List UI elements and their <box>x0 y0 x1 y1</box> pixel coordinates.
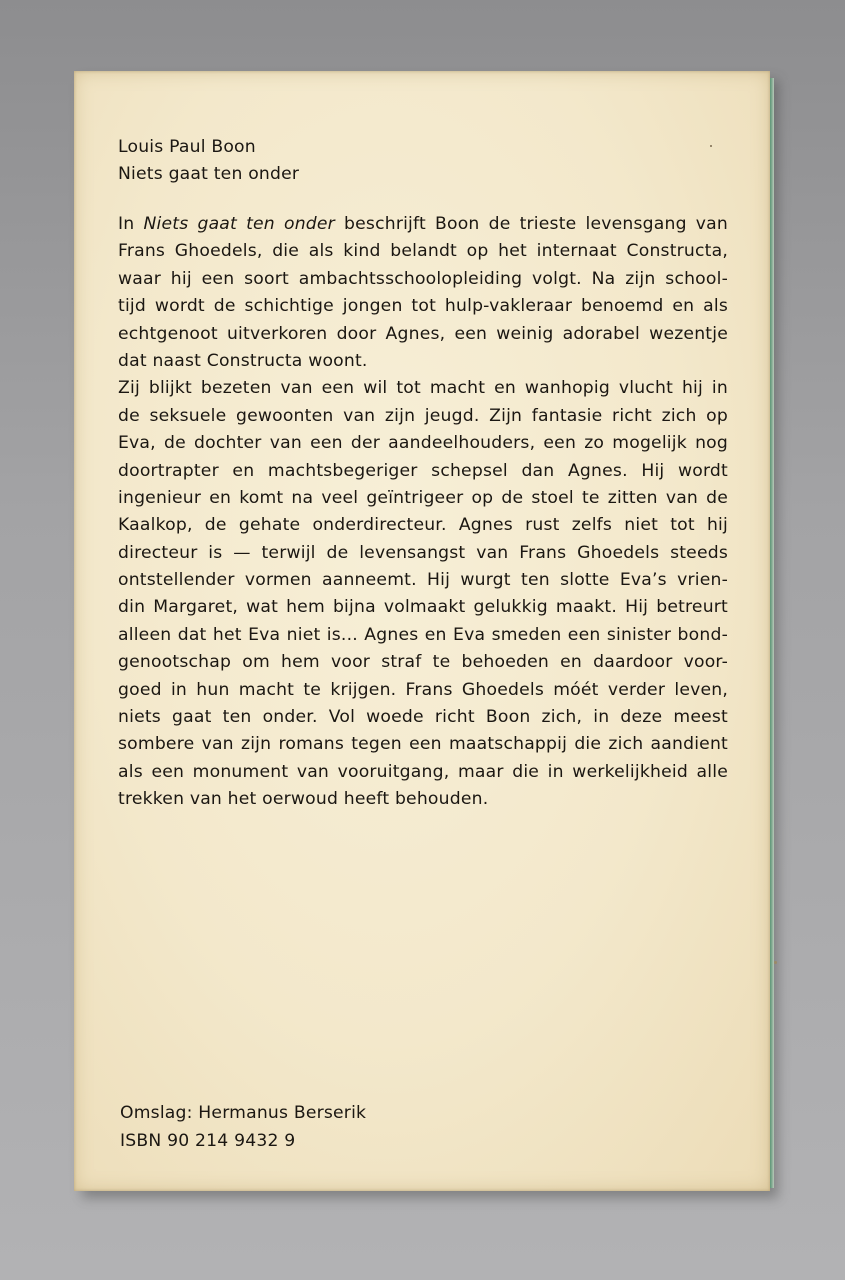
paper-speck <box>710 145 712 147</box>
blurb-line <box>118 731 728 758</box>
blurb-line <box>118 403 728 430</box>
blurb-text: genootschap om hem voor straf te behoeden en daardoor voor- <box>118 652 728 673</box>
blurb-line <box>118 759 728 786</box>
blurb-line <box>118 430 728 457</box>
isbn-number: ISBN 90 214 9432 9 <box>120 1131 296 1151</box>
blurb-text: echtgenoot uitverkoren door Agnes, een weinig adorabel wezentje <box>118 323 728 344</box>
blurb-text: trekken van het oerwoud heeft behouden. <box>118 789 489 810</box>
blurb-text: In <box>118 214 144 234</box>
blurb-line <box>118 375 728 402</box>
blurb-text: als een monument van vooruitgang, maar die in werkelijkheid alle <box>118 761 728 782</box>
blurb-line <box>118 649 728 676</box>
spacer <box>118 188 728 211</box>
paper-speck <box>774 961 777 964</box>
cover-credit: Omslag: Hermanus Berserik <box>120 1103 367 1123</box>
blurb-text: ingenieur en komt na veel geïntrigeer op de stoel te zitten van de <box>118 487 728 508</box>
blurb-text: tijd wordt de schichtige jongen tot hulp-vakleraar benoemd en als <box>118 296 728 317</box>
blurb-text: directeur is — terwijl de levensangst van Frans Ghoedels steeds <box>118 542 728 563</box>
blurb-text: Zij blijkt bezeten van een wil tot macht en wanhopig vlucht hij in <box>118 378 728 399</box>
blurb-line <box>118 567 728 594</box>
blurb-line <box>118 677 728 704</box>
blurb-text: alleen dat het Eva niet is... Agnes en Eva smeden een sinister bond- <box>118 624 728 645</box>
blurb-text: doortrapter en machtsbegeriger schepsel dan Agnes. Hij wordt <box>118 460 728 481</box>
blurb-text: Eva, de dochter van een der aandeelhouders, een zo mogelijk nog <box>118 433 728 454</box>
blurb-line <box>118 458 728 485</box>
blurb-line <box>118 238 728 265</box>
blurb-text: niets gaat ten onder. Vol woede richt Boon zich, in deze meest <box>118 707 728 728</box>
blurb-line <box>118 540 728 567</box>
blurb-line <box>118 485 728 512</box>
blurb-line <box>118 512 728 539</box>
blurb-text: din Margaret, wat hem bijna volmaakt gelukkig maakt. Hij betreurt <box>118 597 728 618</box>
blurb-text: sombere van zijn romans tegen een maatschappij die zich aandient <box>118 734 728 755</box>
blurb-line <box>118 594 728 621</box>
author-name: Louis Paul Boon <box>118 137 256 157</box>
blurb-line <box>118 704 728 731</box>
blurb-text: dat naast Constructa woont. <box>118 350 368 371</box>
blurb-text: Frans Ghoedels, die als kind belandt op het internaat Constructa, <box>118 241 728 262</box>
blurb-line <box>118 293 728 320</box>
cover-footer <box>120 1099 366 1155</box>
blurb-line <box>118 622 728 649</box>
blurb-text: goed in hun macht te krijgen. Frans Ghoedels móét verder leven, <box>118 679 728 700</box>
blurb-text: de seksuele gewoonten van zijn jeugd. Zijn fantasie richt zich op <box>118 405 728 426</box>
blurb-text: ontstellender vormen aanneemt. Hij wurgt ten slotte Eva’s vrien- <box>118 570 728 591</box>
blurb-italic-title: Niets gaat ten onder <box>143 214 335 234</box>
blurb-line <box>118 786 728 813</box>
cover-text-block <box>118 134 728 814</box>
blurb-text: Kaalkop, de gehate onderdirecteur. Agnes rust zelfs niet tot hij <box>118 515 728 536</box>
blurb-text: waar hij een soort ambachtsschoolopleiding volgt. Na zijn school- <box>118 268 728 289</box>
blurb-text: beschrijft Boon de trieste levensgang van <box>334 214 729 234</box>
blurb-line <box>118 321 728 348</box>
book-title: Niets gaat ten onder <box>118 164 300 184</box>
blurb-paragraph <box>118 211 728 814</box>
blurb-line <box>118 211 728 238</box>
blurb-line <box>118 266 728 293</box>
book-back-cover <box>74 71 770 1191</box>
blurb-line <box>118 348 728 375</box>
